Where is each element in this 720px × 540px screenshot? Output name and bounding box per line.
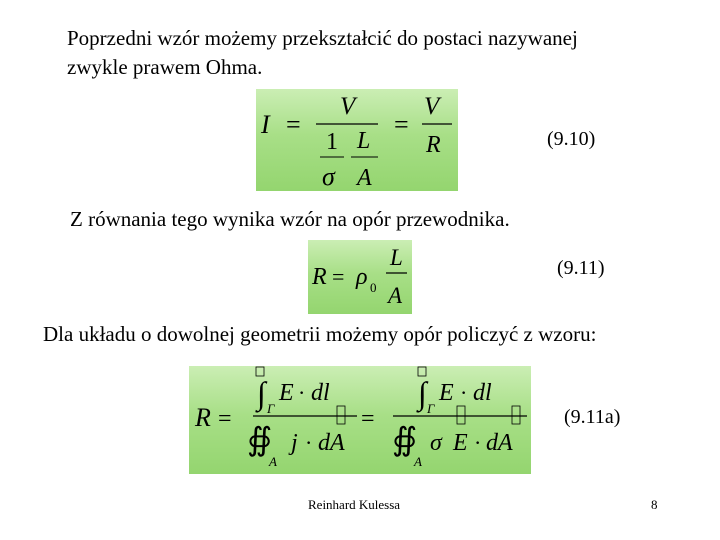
svg-text:∫: ∫	[418, 375, 427, 411]
svg-text:∯: ∯	[247, 421, 273, 457]
svg-text:R: R	[195, 403, 211, 432]
svg-text:=: =	[361, 406, 375, 432]
ohm-law-formula-graphic	[256, 89, 458, 191]
svg-text:=: =	[286, 110, 301, 139]
svg-text:·: ·	[460, 380, 468, 405]
intro-line-1: Poprzedni wzór możemy przekształcić do postaci nazywanej	[67, 26, 578, 50]
resistance-intro-paragraph: Z równania tego wynika wzór na opór przewodnika.	[70, 207, 510, 231]
svg-text:R: R	[312, 264, 327, 290]
svg-text:A: A	[357, 165, 372, 191]
svg-text:·: ·	[305, 430, 313, 455]
svg-text:∫: ∫	[257, 375, 266, 411]
svg-text:·: ·	[474, 430, 482, 455]
svg-text:dl: dl	[473, 380, 492, 406]
equation-number-9-11a: (9.11a)	[564, 406, 621, 428]
svg-text:L: L	[390, 245, 403, 270]
svg-text:R: R	[426, 132, 441, 158]
svg-text:=: =	[218, 406, 232, 432]
svg-text:E: E	[279, 380, 294, 406]
ohm-law-equation	[256, 89, 458, 191]
equation-number-9-10: (9.10)	[547, 128, 596, 150]
svg-text:dA: dA	[486, 430, 513, 456]
resistance-equation	[308, 240, 412, 314]
svg-text:j: j	[291, 430, 298, 456]
svg-text:ρ: ρ	[356, 264, 368, 290]
svg-text:σ: σ	[322, 162, 335, 191]
svg-text:Γ: Γ	[427, 401, 435, 416]
svg-text:=: =	[394, 110, 409, 139]
intro-line-2: zwykle prawem Ohma.	[67, 55, 263, 79]
page-number: 8	[651, 497, 658, 512]
svg-text:I: I	[261, 110, 270, 139]
svg-text:V: V	[424, 93, 440, 120]
svg-text:1: 1	[326, 129, 338, 155]
svg-text:0: 0	[370, 280, 377, 295]
svg-text:∯: ∯	[392, 421, 418, 457]
svg-text:A: A	[388, 283, 403, 308]
svg-text:E: E	[453, 430, 468, 456]
svg-text:dA: dA	[318, 430, 345, 456]
svg-text:σ: σ	[430, 430, 442, 456]
general-resistance-formula-graphic	[189, 366, 531, 474]
svg-text:=: =	[332, 264, 345, 289]
general-resistance-equation	[189, 366, 531, 474]
svg-text:dl: dl	[311, 380, 330, 406]
svg-text:L: L	[357, 128, 371, 154]
footer-author: Reinhard Kulessa	[308, 497, 401, 512]
resistance-formula-graphic	[308, 240, 412, 314]
general-geometry-paragraph: Dla układu o dowolnej geometrii możemy opór policzyć z wzoru:	[43, 322, 597, 346]
svg-text:V: V	[340, 93, 356, 120]
svg-text:Γ: Γ	[267, 401, 275, 416]
svg-text:A: A	[269, 454, 277, 469]
svg-text:A: A	[414, 454, 422, 469]
svg-text:E: E	[439, 380, 454, 406]
svg-text:·: ·	[298, 380, 306, 405]
equation-number-9-11: (9.11)	[557, 257, 605, 279]
ohm-law-intro-paragraph	[67, 24, 578, 82]
